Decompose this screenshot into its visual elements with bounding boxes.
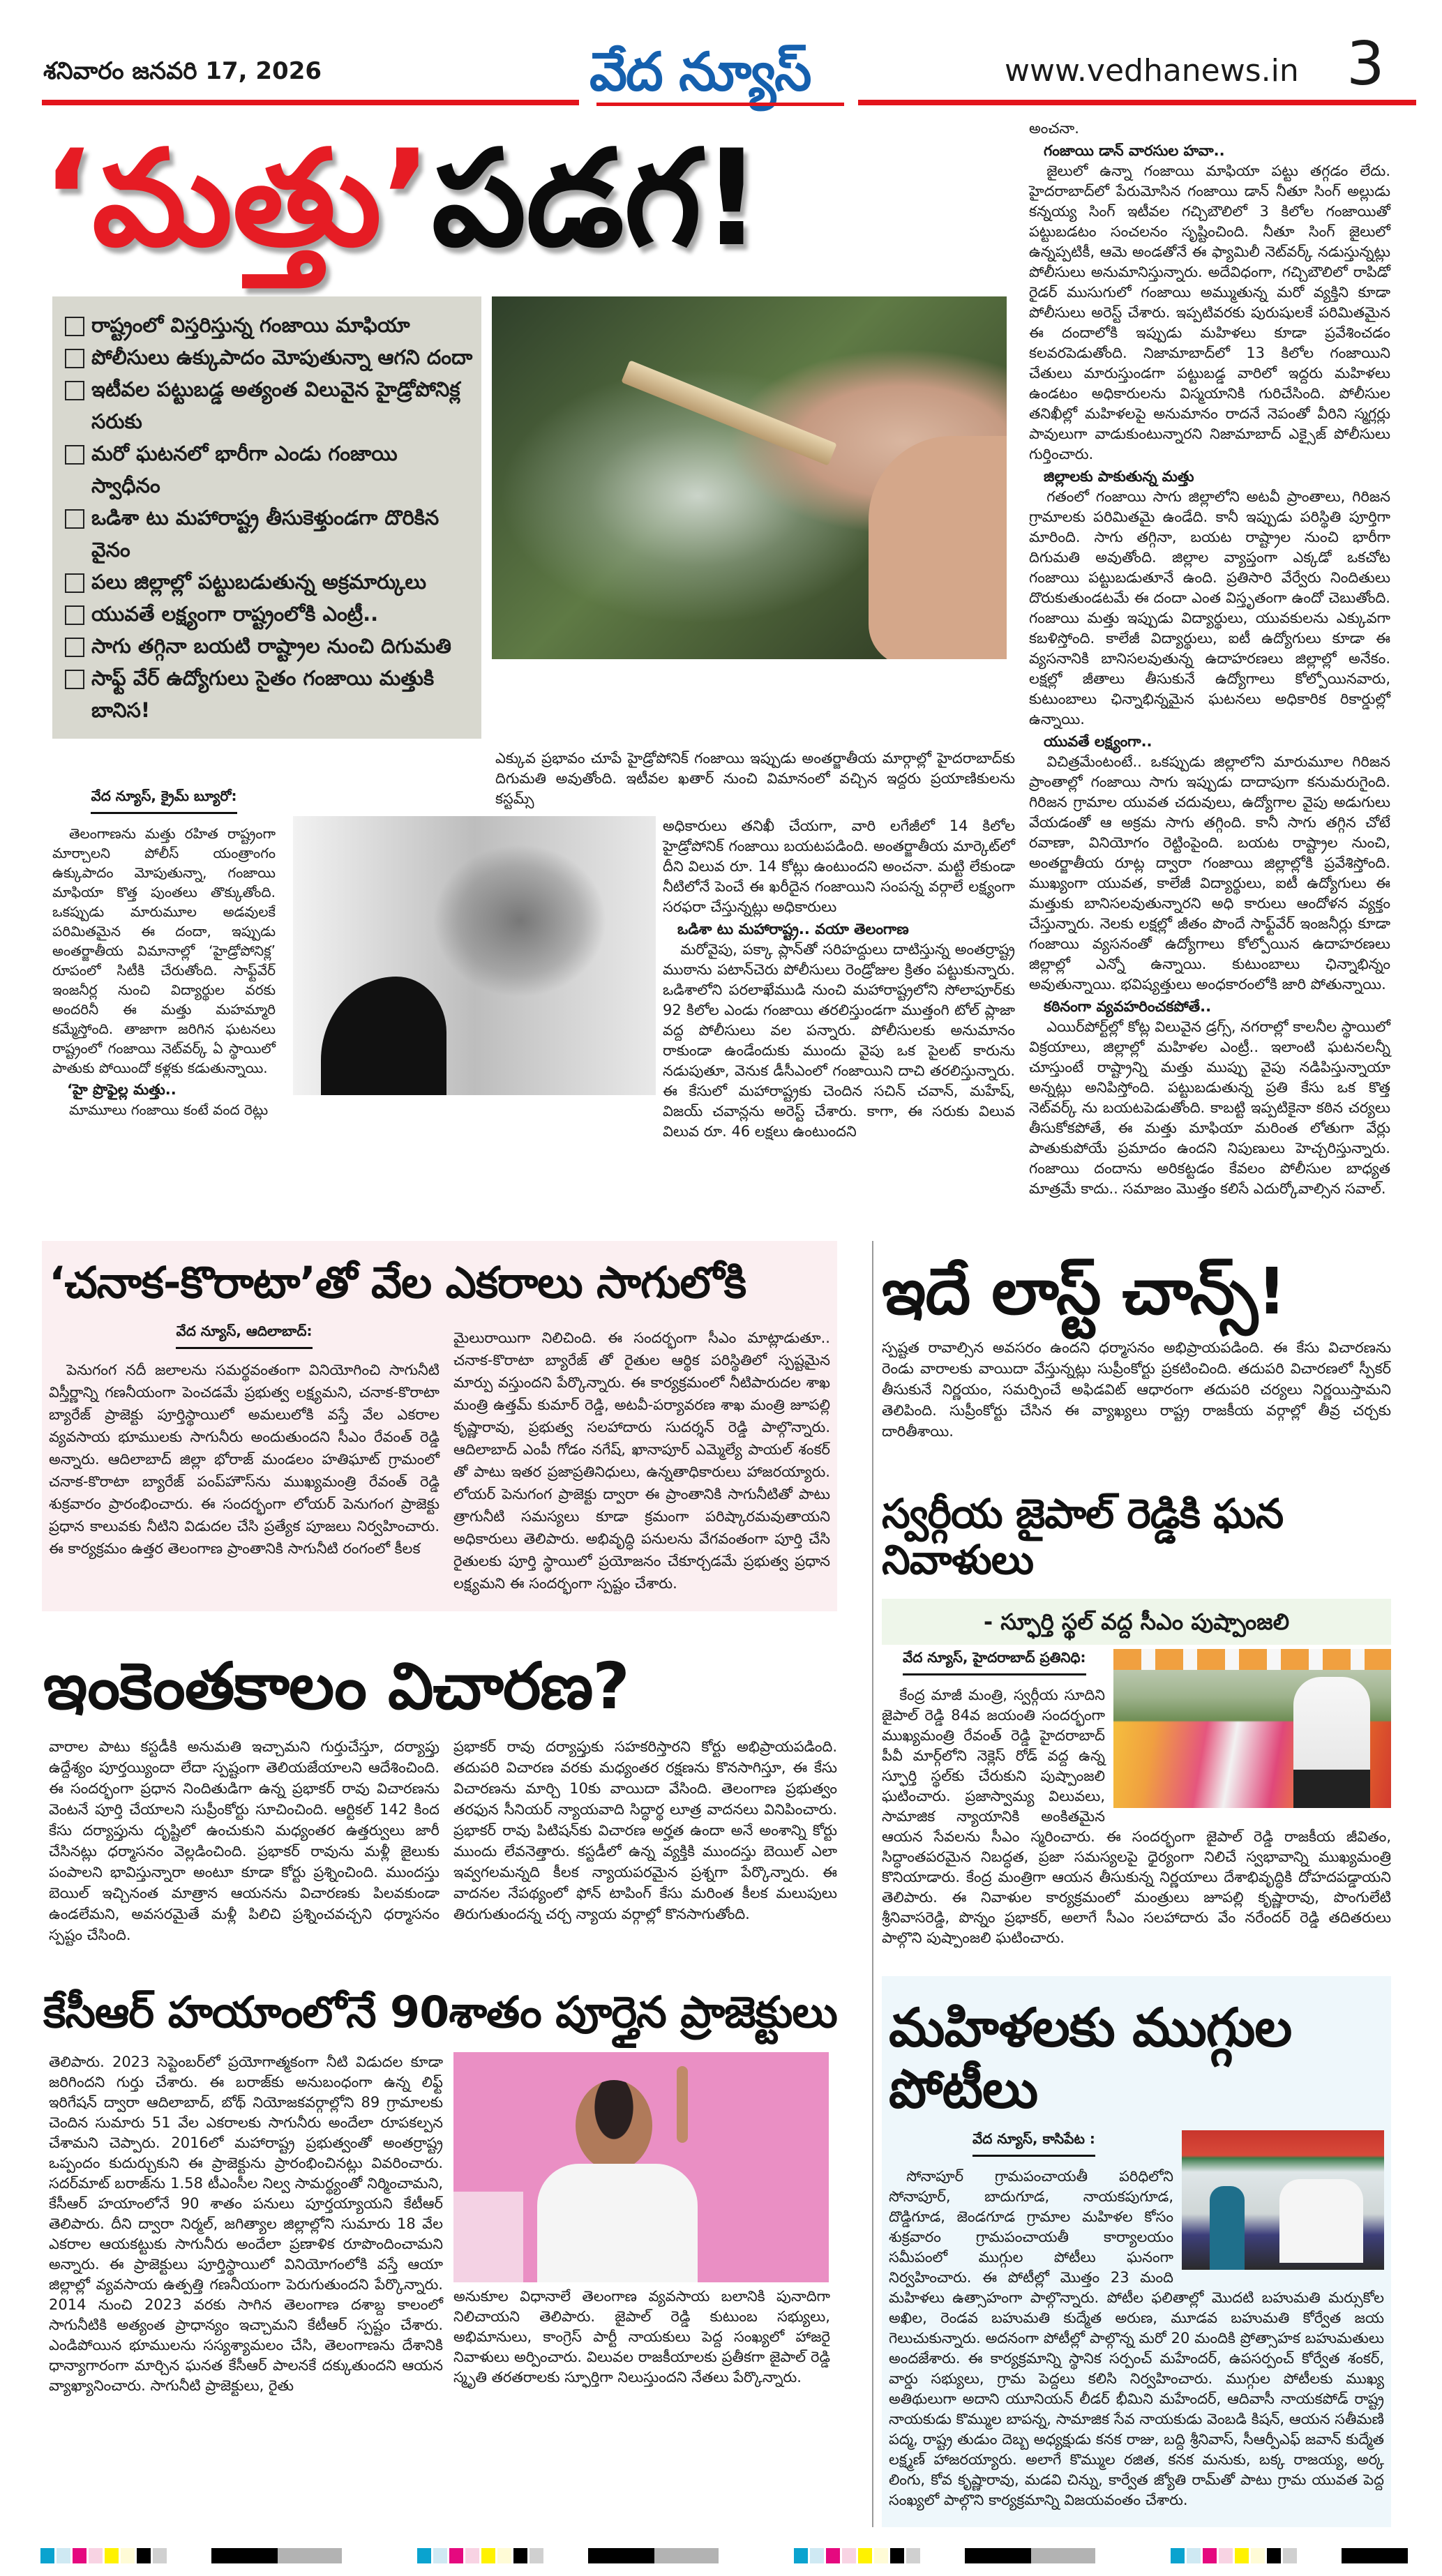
lead-column-1: [52, 748, 276, 1120]
lead-mid-text2: మరోవైపు, పక్కా ప్లాన్‌తో సరిహద్దులు దాటిస్తున్న అంతర్రాష్ట్ర ముఠాను పటాన్‌చెరు పోలీసులు రెండ్రోజుల క్రితం పట్టుకున్నారు. ఒడిశాలోని పరలాఖేముడి నుంచి మహారాష్ట్రలోని సోలాపూర్‌కు 92 కిలోల ఎండు గంజాయి తరలిస్తుండగా ముత్తంగి టోల్ ప్లాజా వద్ద పోలీసులు వల పన్నారు. పోలీసులకు అనుమానం రాకుండా ఉండేందుకు ముందు వైపు ఒక పైలట్ కారును నడుపుతూ, వెనుక డీసీఎంలో గంజాయిని దాచి తరలిస్తున్నారు. ఈ కేసులో మహారాష్ట్రకు చెందిన సచిన్ చవాన్, మహేష్, విజయ్ చవాన్లను అరెస్ట్ చేశారు. కాగా, ఈ సరుకు విలువ విలువ రూ. 46 లక్షలు ఉంటుందని: [663, 940, 1015, 1140]
lead-right-subhead: యువతే లక్ష్యంగా..: [1044, 733, 1152, 750]
checkbox-square-icon: [65, 317, 84, 336]
density-bar: [211, 2548, 278, 2563]
color-swatch: [1187, 2548, 1201, 2563]
lead-intro: తెలంగాణను మత్తు రహిత రాష్ట్రంగా మార్చాలని పోలీస్ యంత్రాంగం ఉక్కుపాదం మోపుతున్నా, గంజాయి మాఫియా కొత్త పుంతలు తొక్కుతోంది. ఒకప్పుడు మారుమూల అడవులకే పరిమితమైన ఈ దందా, ఇప్పుడు అంతర్జాతీయ విమానాల్లో ‘హైడ్రోపోనిక్ల’ రూపంలో సిటీకి చేరుతోంది. సాఫ్ట్‌వేర్ ఇంజనీర్ల నుంచి విద్యార్థుల వరకు అందరినీ ఈ మత్తు మహమ్మారి కమ్మేస్తోంది. తాజాగా జరిగిన ఘటనలు రాష్ట్రంలో గంజాయి నెట్‌వర్క్ ఏ స్థాయిలో పాతుకు పోయిందో కళ్లకు కడుతున్నాయి.: [52, 824, 276, 1076]
cigarette-smoking-photo: [492, 296, 1007, 659]
density-bar: [1342, 2548, 1408, 2563]
color-swatch: [1235, 2548, 1249, 2563]
interrogation-col2: ప్రభాకర్ రావు దర్యాప్తుకు సహకరిస్తారని కోర్టు అభిప్రాయపడింది. తదుపరి విచారణ వరకు మధ్యంతర రక్షణను కొనసాగిస్తూ, ఈ కేసు విచారణను మార్చి 10కు వాయిదా వేసింది. తెలంగాణ ప్రభుత్వం తరఫున సీనియర్ న్యాయవాది సిద్ధార్థ లూత్ర వాదనలు వినిపించారు. ప్రభాకర్ రావు పిటిషన్‌కు విచారణ అర్హత ఉందా అనే అంశాన్ని కోర్టు ముందు లేవనెత్తారు. కస్టడీలో ఉన్న వ్యక్తికి ముందస్తు బెయిల్ ఎలా ఇవ్వగలమన్నది కీలక న్యాయపరమైన ప్రశ్నగా పేర్కొన్నారు. ఈ వాదనల నేపథ్యంలో ఫోన్ టాపింగ్ కేసు మరింత కీలక మలుపులు తిరుగుతుందన్న చర్చ న్యాయ వర్గాల్లో కొనసాగుతోంది.: [453, 1738, 837, 1923]
checkbox-square-icon: [65, 349, 84, 368]
hand-shape: [869, 436, 1007, 659]
color-swatch: [858, 2548, 872, 2563]
jaipal-tribute-photo: [1113, 1649, 1391, 1808]
muggulu-article: [882, 1976, 1391, 2527]
lead-column-2: [663, 816, 1015, 1142]
checkbox-square-icon: [65, 670, 84, 689]
print-color-bars: [0, 2548, 1442, 2563]
density-bar: [965, 2548, 1031, 2563]
rangoli-prize-photo: [1182, 2130, 1384, 2270]
masthead-rule-right: [858, 100, 1416, 105]
color-swatch: [1219, 2548, 1233, 2563]
chanaka-col1: పెనుగంగ నదీ జలాలను సమర్థవంతంగా వినియోగించి సాగునీటి విస్తీర్ణాన్ని గణనీయంగా పెంచడమే ప్రభుత్వ లక్ష్యమని, చనాక-కొరాటా బ్యారేజ్ ప్రాజెక్టు పూర్తిస్థాయిలో అమలులోకి వస్తే వేల ఎకరాల వ్యవసాయ భూములకు సాగునీరు అందుతుందని సీఎం రేవంత్ రెడ్డి అన్నారు. ఆదిలాబాద్ జిల్లా భోరాజ్ మండలం హతిఘాట్ గ్రామంలో చనాక-కొరాటా బ్యారేజ్ పంప్‌హౌస్‌ను ముఖ్యమంత్రి రేవంత్ రెడ్డి శుక్రవారం ప్రారంభించారు. ఈ సందర్భంగా లోయర్ పెనుగంగ ప్రాజెక్టు ప్రధాన కాలువకు నీటిని విడుదల చేసి ప్రత్యేక పూజలు నిర్వహించారు. ఈ కార్యక్రమం ఉత్తర తెలంగాణ ప్రాంతానికి సాగునీటి రంగంలో కీలక: [49, 1362, 440, 1558]
highlight-item: రాష్ట్రంలో విస్తరిస్తున్న గంజాయి మాఫియా: [65, 309, 473, 341]
checkbox-square-icon: [65, 573, 84, 593]
checkbox-square-icon: [65, 445, 84, 465]
lead-right-text: ఎయిర్‌పోర్ట్‌ల్లో కోట్ల విలువైన డ్రగ్స్, నగరాల్లో కాలనీల స్థాయిలో విక్రయాలు, జిల్లాల్లో మహిళల ఎంట్రీ.. ఇలాంటి ఘటనలన్నీ చూస్తుంటే రాష్ట్రాన్ని మత్తు ముప్పు వైపు నడిపిస్తున్నాయా అన్నట్లు అనిపిస్తోంది. పట్టుబడుతున్న ప్రతి కేసు ఒక కొత్త నెట్‌వర్క్ ను బయటపెడుతోంది. కాబట్టి ఇప్పటికైనా కఠిన చర్యలు తీసుకోకపోతే, ఈ మత్తు మాఫియా మరింత లోతుగా వేర్లు పాతుకుపోయే ప్రమాదం ఉందని నిపుణులు హెచ్చరిస్తున్నారు. గంజాయి దందాను అరికట్టడం కేవలం పోలీసుల బాధ్యత మాత్రమే కాదు.. సమాజం మొత్తం కలిసే ఎదుర్కోవాల్సిన సవాల్.: [1029, 1018, 1390, 1197]
color-swatch: [465, 2548, 479, 2563]
interrogation-article: [42, 1650, 837, 1945]
muggulu-byline: వేద న్యూస్, కాసిపేట :: [889, 2130, 1384, 2157]
color-swatch: [1171, 2548, 1185, 2563]
lead-story: [42, 115, 1392, 1199]
color-swatch: [73, 2548, 87, 2563]
density-bar: [278, 2548, 342, 2563]
checkbox-square-icon: [65, 381, 84, 400]
color-swatch: [40, 2548, 54, 2563]
lead-column-3: [1029, 115, 1390, 1199]
lead-headline: [42, 115, 1015, 276]
page-number: 3: [1346, 29, 1385, 99]
highlight-item: పోలీసులు ఉక్కుపాదం మోపుతున్నా ఆగని దందా: [65, 341, 473, 373]
density-bar: [588, 2548, 654, 2563]
lead-right-subhead: జిల్లాలకు పాకుతున్న మత్తు: [1044, 468, 1194, 485]
jaipal-byline: వేద న్యూస్, హైదరాబాద్ ప్రతినిధి:: [882, 1649, 1391, 1675]
checkbox-square-icon: [65, 509, 84, 529]
color-swatch: [89, 2548, 103, 2563]
lead-right-subhead: కఠినంగా వ్యవహరించకపోతే..: [1044, 998, 1212, 1015]
kcr-headline: కేసీఆర్ హయాంలోనే 90శాతం పూర్తైన ప్రాజెక్టులు: [43, 1987, 837, 2038]
color-swatch: [1251, 2548, 1265, 2563]
lead-subhead-2: ఒడిశా టు మహారాష్ట్ర.. వయా తెలంగాణ: [677, 920, 909, 937]
highlight-item: ఇటీవల పట్టుబడ్డ అత్యంత విలువైన హైడ్రోపోనిక్ల సరుకు: [65, 373, 473, 437]
jaipal-text2: స్మరించారు. ఈ సందర్భంగా జైపాల్ రెడ్డి రాజకీయ జీవితం, సిద్ధాంతపరమైన నిబద్ధత, ప్రజా సమస్యలపై ధైర్యంగా నిలిచే స్వభావాన్ని ముఖ్యమంత్రి కొనియాడారు. కేంద్ర మంత్రిగా ఆయన తీసుకున్న నిర్ణయాలు దేశాభివృద్ధికి దోహదపడ్డాయని తెలిపారు. ఈ నివాళుల కార్యక్రమంలో మంత్రులు జూపల్లి కృష్ణారావు, పొంగులేటి శ్రీనివాసరెడ్డి, పొన్నం ప్రభాకర్, అలాగే సీఎం సలహాదారు వేం నరేందర్ రెడ్డి తదితరులు పాల్గొని పుష్పాంజలి ఘటించారు.: [882, 1828, 1391, 1947]
chanaka-korata-article: [42, 1241, 837, 1611]
color-swatch: [497, 2548, 511, 2563]
interrogation-headline: ఇంకెంతకాలం విచారణ?: [43, 1649, 629, 1724]
last-chance-text: స్పష్టత రావాల్సిన అవసరం ఉందని ధర్మాసనం అభిప్రాయపడింది. ఈ కేసు విచారణను రెండు వారాలకు వాయిదా వేస్తున్నట్లు సుప్రీంకోర్టు ప్రకటించింది. తదుపరి విచారణలో స్పీకర్ తీసుకునే నిర్ణయం, సమర్పించే అఫిడవిట్ ఆధారంగా తదుపరి చర్యలు నిర్ణయిస్తామని తెలిపింది. సుప్రీంకోర్టు చేసిన ఈ వ్యాఖ్యలు రాష్ట్ర రాజకీయ వర్గాల్లో తీవ్ర చర్చకు దారితీశాయి.: [882, 1339, 1391, 1440]
speaker-shirt: [537, 2164, 698, 2282]
color-swatch: [1267, 2548, 1281, 2563]
lead-right-text: విచిత్రమేంటంటే.. ఒకప్పుడు జిల్లాలోని మారుమూల గిరిజన ప్రాంతాల్లో గంజాయి సాగు ఇప్పుడు దాదాపుగా కనుమరుగైంది. గిరిజన గ్రామాల యువత చదువులు, ఉద్యోగాల వైపు అడుగులు వేయడంతో ఆ అక్రమ సాగు తగ్గింది. కానీ సాగు తగ్గిన చోటే రవాణా, వినియోగం రెట్టింపైంది. బయట రాష్ట్రాల నుంచి, అంతర్జాతీయ రూట్ల ద్వారా గంజాయి జిల్లాల్లోకి ప్రవేశిస్తోంది. ముఖ్యంగా యువత, కాలేజీ విద్యార్థులు, ఐటీ ఉద్యోగులు ఈ మత్తుకు బానిసలవుతున్నారని అధి కారులు ఆందోళన వ్యక్తం చేస్తున్నారు. నెలకు లక్షల్లో జీతం పొందే సాఫ్ట్‌వేర్ ఇంజనీర్లు కూడా గంజాయి వ్యసనంతో ఉద్యోగాలు కోల్పోయిన ఉదాహరణలు జిల్లాల్లో ఎన్నో ఉన్నాయి. కుటుంబాలు ఛిన్నాభిన్నం అవుతున్నాయి. భవిష్యత్తులు అంధకారంలోకి జారి పోతున్నాయి.: [1029, 753, 1390, 993]
color-swatch: [810, 2548, 824, 2563]
lead-right-lead: అంచనా.: [1029, 120, 1079, 137]
lead-headline-red: ‘మత్తు’: [42, 121, 432, 276]
lead-byline: వేద న్యూస్, క్రైమ్ బ్యూరో:: [52, 788, 276, 814]
men-figures: [1279, 2179, 1363, 2263]
jaipal-article: [882, 1491, 1391, 1948]
density-bar: [654, 2548, 719, 2563]
muggulu-text1: సోనాపూర్ గ్రామపంచాయతీ పరిధిలోని సోనాపూర్, బాదుగూడ, నాయకపుగూడ, దొడ్డిగూడ, జెండగూడ గ్రామాల మహిళల కోసం శుక్రవారం గ్రామపంచాయతీ కార్యాలయం సమీపంలో ముగ్గుల పోటీలు ఘనంగా నిర్వహించారు. ఈ పోటీల్లో మొత్తం 23 మంది మహిళలు ఉత్సాహంగా పాల్గొన్నారు. పోటీల ఫలితాల్లో మొదటి బహుమతి మర్సుకోల అఖిల, రెండవ బహుమతి కుద్మేత: [889, 2167, 1384, 2326]
highlight-item: ఒడిశా టు మహారాష్ట్ర తీసుకెళ్తుండగా దొరికిన వైనం: [65, 502, 473, 566]
interrogation-col1: వారాల పాటు కస్టడీకి అనుమతి ఇచ్చామని గుర్తుచేస్తూ, దర్యాప్తు ఉద్దేశ్యం పూర్తయ్యిందా లేదా స్పష్టంగా తెలియజేయాలని ఆదేశించింది. ఈ సందర్భంగా ప్రధాన నిందితుడిగా ఉన్న ప్రభాకర్ రావు విచారణను వెంటనే పూర్తి చేయాలని సుప్రీంకోర్టు సూచించింది. ఆర్టికల్ 142 కింద కేసు దర్యాప్తును దృష్టిలో ఉంచుకుని మధ్యంతర ఉత్తర్వులు జారీ చేసినట్లు ధర్మాసనం వెల్లడించింది. ప్రభాకర్ రావును మళ్లీ జైలుకు పంపాలని భావిస్తున్నారా అంటూ కూడా కోర్టు ప్రశ్నించింది. ముందస్తు బెయిల్ ఇచ్చినంత మాత్రాన ఆయనను విచారణకు పిలవకుండా ఉండలేమని, అవసరమైతే మళ్లీ పిలిచి ప్రశ్నించవచ్చని ధర్మాసనం స్పష్టం చేసింది.: [49, 1738, 440, 1944]
ktr-speaking-photo: [453, 2052, 829, 2282]
color-swatch: [1203, 2548, 1217, 2563]
color-swatch: [121, 2548, 135, 2563]
muggulu-headline: మహిళలకు ముగ్గుల పోటీలు: [889, 1996, 1292, 2120]
color-swatch: [513, 2548, 527, 2563]
jaipal-text3: అనుకూల విధానాలే తెలంగాణ వ్యవసాయ బలానికి పునాదిగా నిలిచాయని తెలిపారు. జైపాల్ రెడ్డి కుటుంబ సభ్యులు, అభిమానులు, కాంగ్రెస్ పార్టీ నాయకులు పెద్ద సంఖ్యలో హాజరై నివాళులు అర్పించారు. విలువల రాజకీయాలకు ప్రతీకగా జైపాల్ రెడ్డి స్మృతి తరతరాలకు స్ఫూర్తిగా నిలుస్తుందని నేతలు పేర్కొన్నారు.: [453, 2288, 830, 2386]
checkbox-square-icon: [65, 638, 84, 657]
lead-headline-black: పడగ!: [431, 121, 763, 276]
highlight-item: సాగు తగ్గినా బయటి రాష్ట్రాల నుంచి దిగుమతి: [65, 630, 473, 662]
color-swatch: [794, 2548, 808, 2563]
website-url[interactable]: www.vedhanews.in: [1005, 53, 1299, 89]
silhouette-figure: [321, 977, 446, 1095]
cigarette-shape: [621, 360, 836, 465]
muggulu-text2: అరుణ, మూడవ బహుమతి కోర్వేత జయ గెలుచుకున్నారు. అదనంగా పోటీల్లో పాల్గొన్న మరో 20 మందికి ప్రోత్సాహక బహుమతులు అందజేశారు. ఈ కార్యక్రమాన్ని స్థానిక సర్పంచ్ మహేందర్, ఉపసర్పంచ్ కోర్వేత శంకర్, వార్డు సభ్యులు, గ్రామ పెద్దలు కలిసి నిర్వహించారు. ముగ్గుల పోటీలకు ముఖ్య అతిథులుగా అదాని యూనియన్ లీడర్ భీమిని మహేందర్, ఆదివాసీ నాయకపోడ్ రాష్ట్ర నాయకుడు కొమ్ముల బాపన్న, సామాజిక సేవ నాయకుడు వెంబడి కిషన్, ఆయన సతీమణి పద్మ, రాష్ట్ర తుడుం దెబ్బ అధ్యక్షుడు కనక రాజు, బద్ది శ్రీనివాస్, సీఆర్పీఎఫ్ జవాన్ కుద్మేత లక్ష్మణ్ హాజరయ్యారు. అలాగే కొమ్ముల రజిత, కనక మనుకు, బక్క రాజయ్య, అర్క లింగు, కోవ కృష్ణారావు, మడవి చిన్ను, కార్వేత జ్యోతి రామ్‌తో పాటు గ్రామ యువత పెద్ద సంఖ్యలో పాల్గొని కార్యక్రమాన్ని విజయవంతం చేశారు.: [889, 2309, 1384, 2508]
smoke-cloud: [433, 844, 607, 997]
lead-right-text: జైలులో ఉన్నా గంజాయి మాఫియా పట్టు తగ్గడం లేదు. హైదరాబాద్‌లో పేరుమోసిన గంజాయి డాన్ నీతూ సింగ్ అల్లుడు కన్నయ్య సింగ్ ఇటీవల గచ్చిబౌలిలో 3 కిలోల గంజాయితో పట్టుబడటం సంచలనం సృష్టించింది. నీతూ సింగ్ జైలులో ఉన్నప్పటికీ, ఆమె అండతోనే ఈ ఫ్యామిలీ నెట్‌వర్క్ నడుస్తున్నట్లు పోలీసులు అనుమానిస్తున్నారు. అదేవిధంగా, గచ్చిబౌలిలో రాపిడో రైడర్ ముసుగులో గంజాయి అమ్ముతున్న మరో వ్యక్తిని కూడా పోలీసులు అరెస్ట్ చేశారు. ఇప్పటివరకు పురుషులకే పరిమితమైన ఈ దందాలోకి ఇప్పుడు మహిళలు కూడా ప్రవేశించడం కలవరపెడుతోంది. నిజామాబాద్‌లో 13 కిలోల గంజాయిని చేతులు మారుస్తుండగా పట్టుబడ్డ వారిలో ఇద్దరు మహిళలు ఉండటం అధికారులను విస్మయానికి గురిచేసింది. పోలీసుల తనిఖీల్లో మహిళలపై అనుమానం రాదనే నెపంతో వీరిని స్మగ్లర్లు పావులుగా వాడుకుంటున్నారని నిజామాబాద్ ఎక్సైజ్ పోలీసులు గుర్తించారు.: [1029, 163, 1390, 462]
density-bar: [1031, 2548, 1095, 2563]
chanaka-col2: మైలురాయిగా నిలిచింది. ఈ సందర్భంగా సీఎం మాట్లాడుతూ.. చనాక-కొరాటా బ్యారేజ్ తో రైతుల ఆర్థిక పరిస్థితిలో స్పష్టమైన మార్పు వస్తుందని పేర్కొన్నారు. ఈ కార్యక్రమంలో నీటిపారుదల శాఖ మంత్రి ఉత్తమ్ కుమార్ రెడ్డి, అటవీ-పర్యావరణ శాఖ మంత్రి జూపల్లి కృష్ణారావు, ప్రభుత్వ సలహాదారు సుదర్శన్ రెడ్డి పాల్గొన్నారు. ఆదిలాబాద్ ఎంపీ గోడం నగేష్, ఖానాపూర్ ఎమ్మెల్యే పాయల్ శంకర్ తో పాటు ఇతర ప్రజాప్రతినిధులు, ఉన్నతాధికారులు హాజరయ్యారు. లోయర్ పెనుగంగ ప్రాజెక్టు ద్వారా ఈ ప్రాంతానికి సాగునీటితో పాటు త్రాగునీటి సమస్యలు కూడా క్రమంగా పరిష్కారమవుతాయని అధికారులు తెలిపారు. అభివృద్ధి పనులను వేగవంతంగా పూర్తి చేసి రైతులకు పూర్తి స్థాయిలో ప్రయోజనం చేకూర్చడమే ప్రభుత్వ ప్రధాన లక్ష్యమని ఈ సందర్భంగా స్పష్టం చేశారు.: [453, 1330, 830, 1592]
highlight-item: సాఫ్ట్ వేర్ ఉద్యోగులు సైతం గంజాయి మత్తుకి బానిస!: [65, 662, 473, 726]
raised-hand: [677, 2066, 688, 2143]
highlight-item: పలు జిల్లాల్లో పట్టుబడుతున్న అక్రమార్కులు: [65, 566, 473, 598]
jaipal-headline: స్వర్గీయ జైపాల్ రెడ్డికి ఘన నివాళులు: [882, 1489, 1284, 1584]
crowd-left: [453, 2192, 523, 2282]
color-swatch: [449, 2548, 463, 2563]
lead-subhead-1: ‘హై ప్రొఫైల్ల మత్తు..: [67, 1080, 177, 1098]
chanaka-byline: వేద న్యూస్, ఆదిలాబాద్:: [49, 1323, 440, 1349]
last-chance-headline: ఇదే లాస్ట్ చాన్స్!: [882, 1254, 1286, 1329]
color-swatch: [890, 2548, 904, 2563]
color-swatch: [137, 2548, 151, 2563]
highlight-item: యువతే లక్ష్యంగా రాష్ట్రంలోకి ఎంట్రీ..: [65, 598, 473, 630]
kcr-text: తెలిపారు. 2023 సెప్టెంబర్‌లో ప్రయోగాత్మకంగా నీటి విడుదల కూడా జరిగిందని గుర్తు చేశారు. ఈ బరాజ్‌కు అనుబంధంగా ఉన్న లిఫ్ట్ ఇరిగేషన్ ద్వారా ఆదిలాబాద్, బోథ్ నియోజకవర్గాల్లోని 89 గ్రామాలకు చెందిన సుమారు 51 వేల ఎకరాలకు సాగునీరు అందేలా రూపకల్పన చేశామని చెప్పారు. 2016లో మహారాష్ట్ర ప్రభుత్వంతో అంతర్రాష్ట్ర ఒప్పందం కుదుర్చుకుని ఈ ప్రాజెక్టును ప్రారంభించినట్లు వివరించారు. సదర్‌మాట్ బరాజ్‌ను 1.58 టీఎంసీల నిల్వ సామర్థ్యంతో నిర్మించామని, కేసీఆర్ హయాంలోనే 90 శాతం పనులు పూర్తయ్యాయని కేటీఆర్ తెలిపారు. దీని ద్వారా నిర్మల్, జగిత్యాల జిల్లాల్లోని సుమారు 18 వేల ఎకరాల ఆయకట్టుకు సాగునీరు అందేలా ప్రణాళిక రూపొందించామని అన్నారు. ఈ ప్రాజెక్టులు పూర్తిస్థాయిలో వినియోగంలోకి వస్తే ఆయా జిల్లాల్లో వ్యవసాయ ఉత్పత్తి గణనీయంగా పెరుగుతుందని పేర్కొన్నారు. 2014 నుంచి 2023 వరకు సాగిన తెలంగాణ దశాబ్ద కాలంలో సాగునీటికి అత్యంత ప్రాధాన్యం ఇచ్చామని కేటీఆర్ స్పష్టం చేశారు. ఎండిపోయిన భూములను సస్యశ్యామలం చేసి, తెలంగాణను దేశానికి ధాన్యాగారంగా మార్చిన ఘనత కేసీఆర్ పాలనకే దక్కుతుందని ఆయన వ్యాఖ్యానించారు. సాగునీటి ప్రాజెక్టులు, రైతు: [49, 2054, 443, 2395]
color-swatch: [481, 2548, 495, 2563]
kcr-article: [42, 1987, 837, 2396]
color-swatch: [906, 2548, 920, 2563]
color-swatch: [874, 2548, 888, 2563]
woman-figure: [1210, 2186, 1245, 2270]
speaker-head: [576, 2080, 652, 2171]
color-swatch: [530, 2548, 543, 2563]
color-swatch: [153, 2548, 167, 2563]
smoker-silhouette-photo: [293, 816, 656, 1095]
people-figures: [1293, 1677, 1370, 1808]
color-swatch: [842, 2548, 856, 2563]
color-swatch: [57, 2548, 70, 2563]
highlight-item: మరో ఘటనలో భారీగా ఎండు గంజాయి స్వాధీనం: [65, 437, 473, 502]
color-swatch: [433, 2548, 447, 2563]
color-swatch: [105, 2548, 119, 2563]
jaipal-text1: కేంద్ర మాజీ మంత్రి, స్వర్గీయ సూదిని జైపాల్ రెడ్డి 84వ జయంతి సందర్భంగా ముఖ్యమంత్రి రేవంత్ రెడ్డి హైదరాబాద్ పీవీ మార్గ్‌లోని నెక్లెస్ రోడ్ వద్ద ఉన్న స్ఫూర్తి స్థల్‌కు చేరుకుని పుష్పాంజలి ఘటించారు. ప్రజాస్వామ్య విలువలు, సామాజిక న్యాయానికి అంకితమైన ఆయన సేవలను సీఎం: [882, 1687, 1105, 1846]
lead-right-subhead: గంజాయి డాన్ వారసుల హవా..: [1044, 142, 1225, 159]
masthead-rule-left: [42, 100, 579, 105]
lead-highlights-box: [52, 296, 481, 739]
color-swatch: [826, 2548, 840, 2563]
jaipal-subtitle: - స్ఫూర్తి స్థల్ వద్ద సీఎం పుష్పాంజలి: [882, 1599, 1391, 1645]
masthead-rule-logo: [596, 103, 844, 106]
chanaka-headline: ‘చనాక-కొరాటా’తో వేల ఎకరాలు సాగులోకి: [49, 1257, 746, 1308]
last-chance-article: [882, 1241, 1391, 1442]
newspaper-logo: వేద న్యూస్: [589, 40, 811, 103]
color-swatch: [417, 2548, 431, 2563]
floral-garland: [1113, 1649, 1391, 1670]
lead-mid-lead: ఎక్కువ ప్రభావం చూపే హైడ్రోపోనిక్ గంజాయి ఇప్పుడు అంతర్జాతీయ మార్గాల్లో హైదరాబాద్‌కు దిగుమతి అవుతోంది. ఇటీవల ఖతార్ నుంచి విమానంలో వచ్చిన ఇద్దరు ప్రయాణికులను కస్టమ్స్: [495, 749, 1015, 807]
color-swatch: [1283, 2548, 1297, 2563]
checkbox-square-icon: [65, 605, 84, 625]
issue-date: శనివారం జనవరి 17, 2026: [43, 57, 322, 85]
lead-mid-text: అధికారులు తనిఖీ చేయగా, వారి లగేజీలో 14 కిలోల హైడ్రోపోనిక్ గంజాయి బయటపడింది. అంతర్జాతీయ మార్కెట్‌లో దీని విలువ రూ. 14 కోట్లు ఉంటుందని అంచనా. మట్టి లేకుండా నీటిలోనే పెంచే ఈ ఖరీదైన గంజాయిని సంపన్న వర్గాలే లక్ష్యంగా సరఫరా చేస్తున్నట్లు అధికారులు: [663, 817, 1015, 915]
lead-col1-tail: మామూలు గంజాయి కంటే వంద రెట్లు: [69, 1101, 269, 1118]
lead-right-text: గతంలో గంజాయి సాగు జిల్లాలోని అటవీ ప్రాంతాలు, గిరిజన గ్రామాలకు పరిమితమై ఉండేది. కానీ ఇప్పుడు పరిస్థితి పూర్తిగా మారింది. సాగు తగ్గినా, బయట రాష్ట్రాల నుంచి భారీగా దిగుమతి అవుతోంది. జిల్లాల వ్యాప్తంగా ఎక్కడో ఒకచోట గంజాయి పట్టుబడుతూనే ఉంది. ప్రతిసారి వేర్వేరు నిందితులు దొరుకుతుండటమే ఈ దందా ఎంత విస్తృతంగా ఉందో చెబుతోంది. గంజాయి మత్తు ఇప్పుడు విద్యార్థులు, యువకులను ఎక్కువగా కబళిస్తోంది. కాలేజీ విద్యార్థులు, ఐటీ ఉద్యోగులు కూడా ఈ వ్యసనానికి బానిసలవుతున్న ఉదాహరణలు జిల్లాల్లో అనేకం. లక్షల్లో జీతాలు తీసుకునే ఉద్యోగాలు కోల్పోయినవారు, కుటుంబాలు ఛిన్నాభిన్నమైన ఘటనలు అధికారిక రికార్డుల్లో ఉన్నాయి.: [1029, 488, 1390, 728]
